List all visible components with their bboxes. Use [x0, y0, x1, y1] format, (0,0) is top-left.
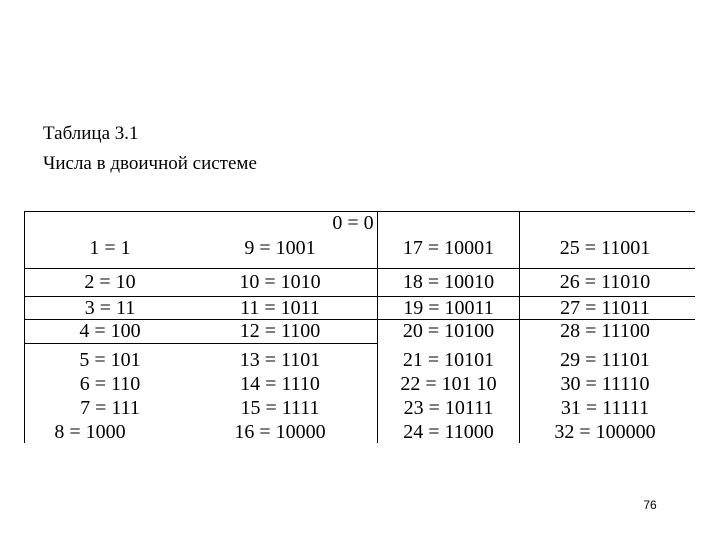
table-cell: 19 = 10011 — [403, 297, 494, 319]
table-cell: 2 = 10 — [84, 271, 136, 293]
table-caption-title: Числа в двоичной системе — [43, 153, 257, 174]
table-cell: 4 = 100 — [79, 320, 141, 342]
table-cell: 7 = 111 — [80, 397, 140, 419]
table-cell: 21 = 10101 — [402, 349, 495, 371]
table-cell: 25 = 11001 — [559, 237, 651, 259]
table-cell: 12 = 1100 — [239, 320, 321, 342]
table-row-line-1 — [24, 268, 695, 269]
table-cell: 26 = 11010 — [559, 271, 651, 293]
table-cell: 8 = 1000 — [54, 421, 126, 443]
table-row-line-4 — [24, 343, 377, 344]
table-cell: 11 = 1011 — [240, 297, 320, 319]
table-border-left — [24, 211, 25, 443]
table-cell: 18 = 10010 — [402, 271, 495, 293]
table-cell: 6 = 110 — [79, 373, 141, 395]
table-cell: 27 = 11011 — [560, 297, 650, 319]
table-cell: 20 = 10100 — [402, 320, 495, 342]
table-cell: 13 = 1101 — [239, 349, 321, 371]
table-caption-number: Таблица 3.1 — [43, 123, 139, 144]
table-cell: 9 = 1001 — [244, 237, 316, 259]
table-cell: 30 = 11110 — [560, 373, 650, 395]
page-number: 76 — [643, 498, 657, 512]
table-cell: 28 = 11100 — [560, 320, 650, 342]
table-cell: 3 = 11 — [84, 297, 136, 319]
table-cell: 16 = 10000 — [234, 421, 326, 443]
table-cell: 29 = 11101 — [560, 349, 650, 371]
table-cell: 1 = 1 — [89, 237, 131, 259]
table-divider-2 — [519, 211, 520, 443]
table-cell: 31 = 11111 — [560, 397, 650, 419]
table-cell: 5 = 101 — [79, 349, 141, 371]
table-cell: 17 = 10001 — [402, 237, 495, 259]
table-cell: 10 = 1010 — [239, 271, 321, 293]
table-cell: 32 = 100000 — [554, 421, 656, 443]
table-cell: 24 = 11000 — [403, 421, 494, 443]
table-cell-zero: 0 = 0 — [332, 212, 374, 234]
table-cell: 23 = 10111 — [403, 397, 494, 419]
table-cell: 22 = 101 10 — [400, 373, 497, 395]
table-cell: 14 = 1110 — [240, 373, 320, 395]
table-cell: 15 = 1111 — [240, 397, 320, 419]
